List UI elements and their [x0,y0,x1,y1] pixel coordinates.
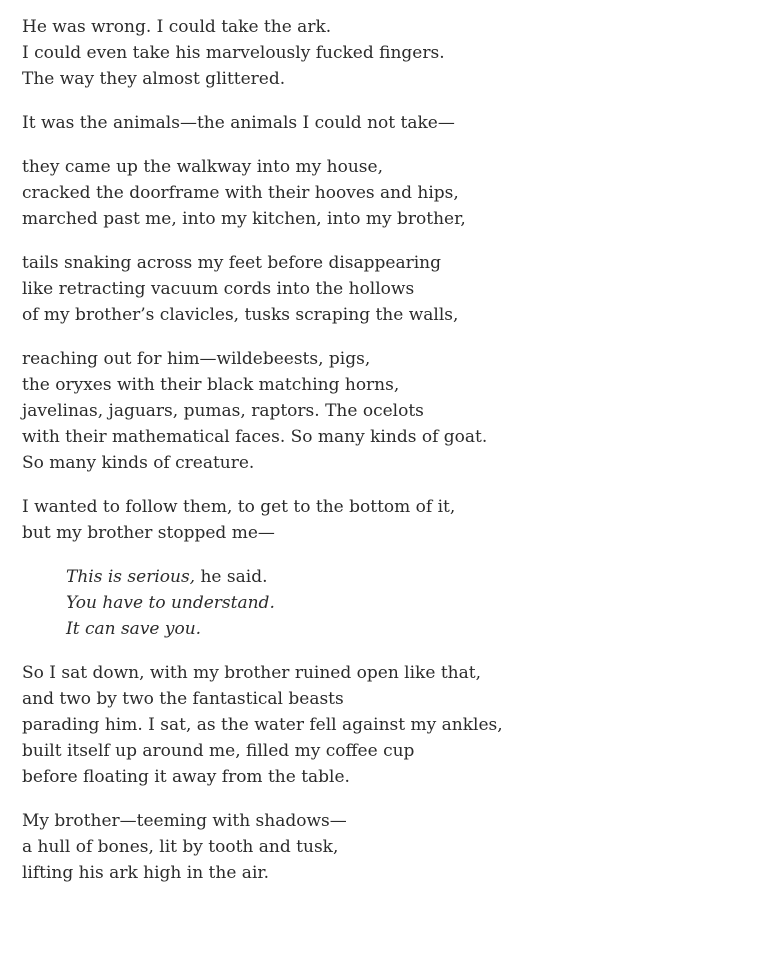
poem-line: of my brother’s clavicles, tusks scraping the walls, [22,305,459,325]
stanza-4 [22,250,742,328]
poem-line: parading him. I sat, as the water fell against my ankles, [22,715,503,735]
poem-line: He was wrong. I could take the ark. [22,17,332,37]
poem-line: with their mathematical faces. So many kinds of goat. [22,427,488,447]
stanza-5 [22,346,742,476]
stanza-3 [22,154,742,232]
poem-line: like retracting vacuum cords into the hollows [22,279,415,299]
poem-line: the oryxes with their black matching horns, [22,375,400,395]
quote-line: You have to understand. [66,593,275,613]
poem-line: cracked the doorframe with their hooves and hips, [22,183,459,203]
poem-line: It was the animals—the animals I could not take— [22,113,455,133]
poem-line: before floating it away from the table. [22,767,350,787]
stanza-6 [22,494,742,546]
poem-line: they came up the walkway into my house, [22,157,383,177]
stanza-8 [22,660,742,790]
poem-line: I could even take his marvelously fucked fingers. [22,43,445,63]
quote-plain-text: he said. [195,567,268,587]
poem-line: The way they almost glittered. [22,69,286,89]
stanza-quote [22,564,742,642]
stanza-9 [22,808,742,886]
poem-line: marched past me, into my kitchen, into my brother, [22,209,466,229]
stanza-1 [22,14,742,92]
poem-line: So many kinds of creature. [22,453,255,473]
poem-body [22,14,742,904]
poem-line: javelinas, jaguars, pumas, raptors. The ocelots [22,401,424,421]
poem-line: tails snaking across my feet before disappearing [22,253,441,273]
quote-italic-text: This is serious, [66,567,196,587]
poem-line: a hull of bones, lit by tooth and tusk, [22,837,339,857]
poem-line: but my brother stopped me— [22,523,275,543]
stanza-2 [22,110,742,136]
poem-line: lifting his ark high in the air. [22,863,270,883]
poem-line: So I sat down, with my brother ruined open like that, [22,663,481,683]
poem-line: I wanted to follow them, to get to the bottom of it, [22,497,456,517]
poem-line: My brother—teeming with shadows— [22,811,347,831]
quote-line [66,564,742,590]
poem-line: reaching out for him—wildebeests, pigs, [22,349,371,369]
poem-line: and two by two the fantastical beasts [22,689,344,709]
quote-line: It can save you. [66,619,202,639]
poem-line: built itself up around me, filled my coffee cup [22,741,415,761]
